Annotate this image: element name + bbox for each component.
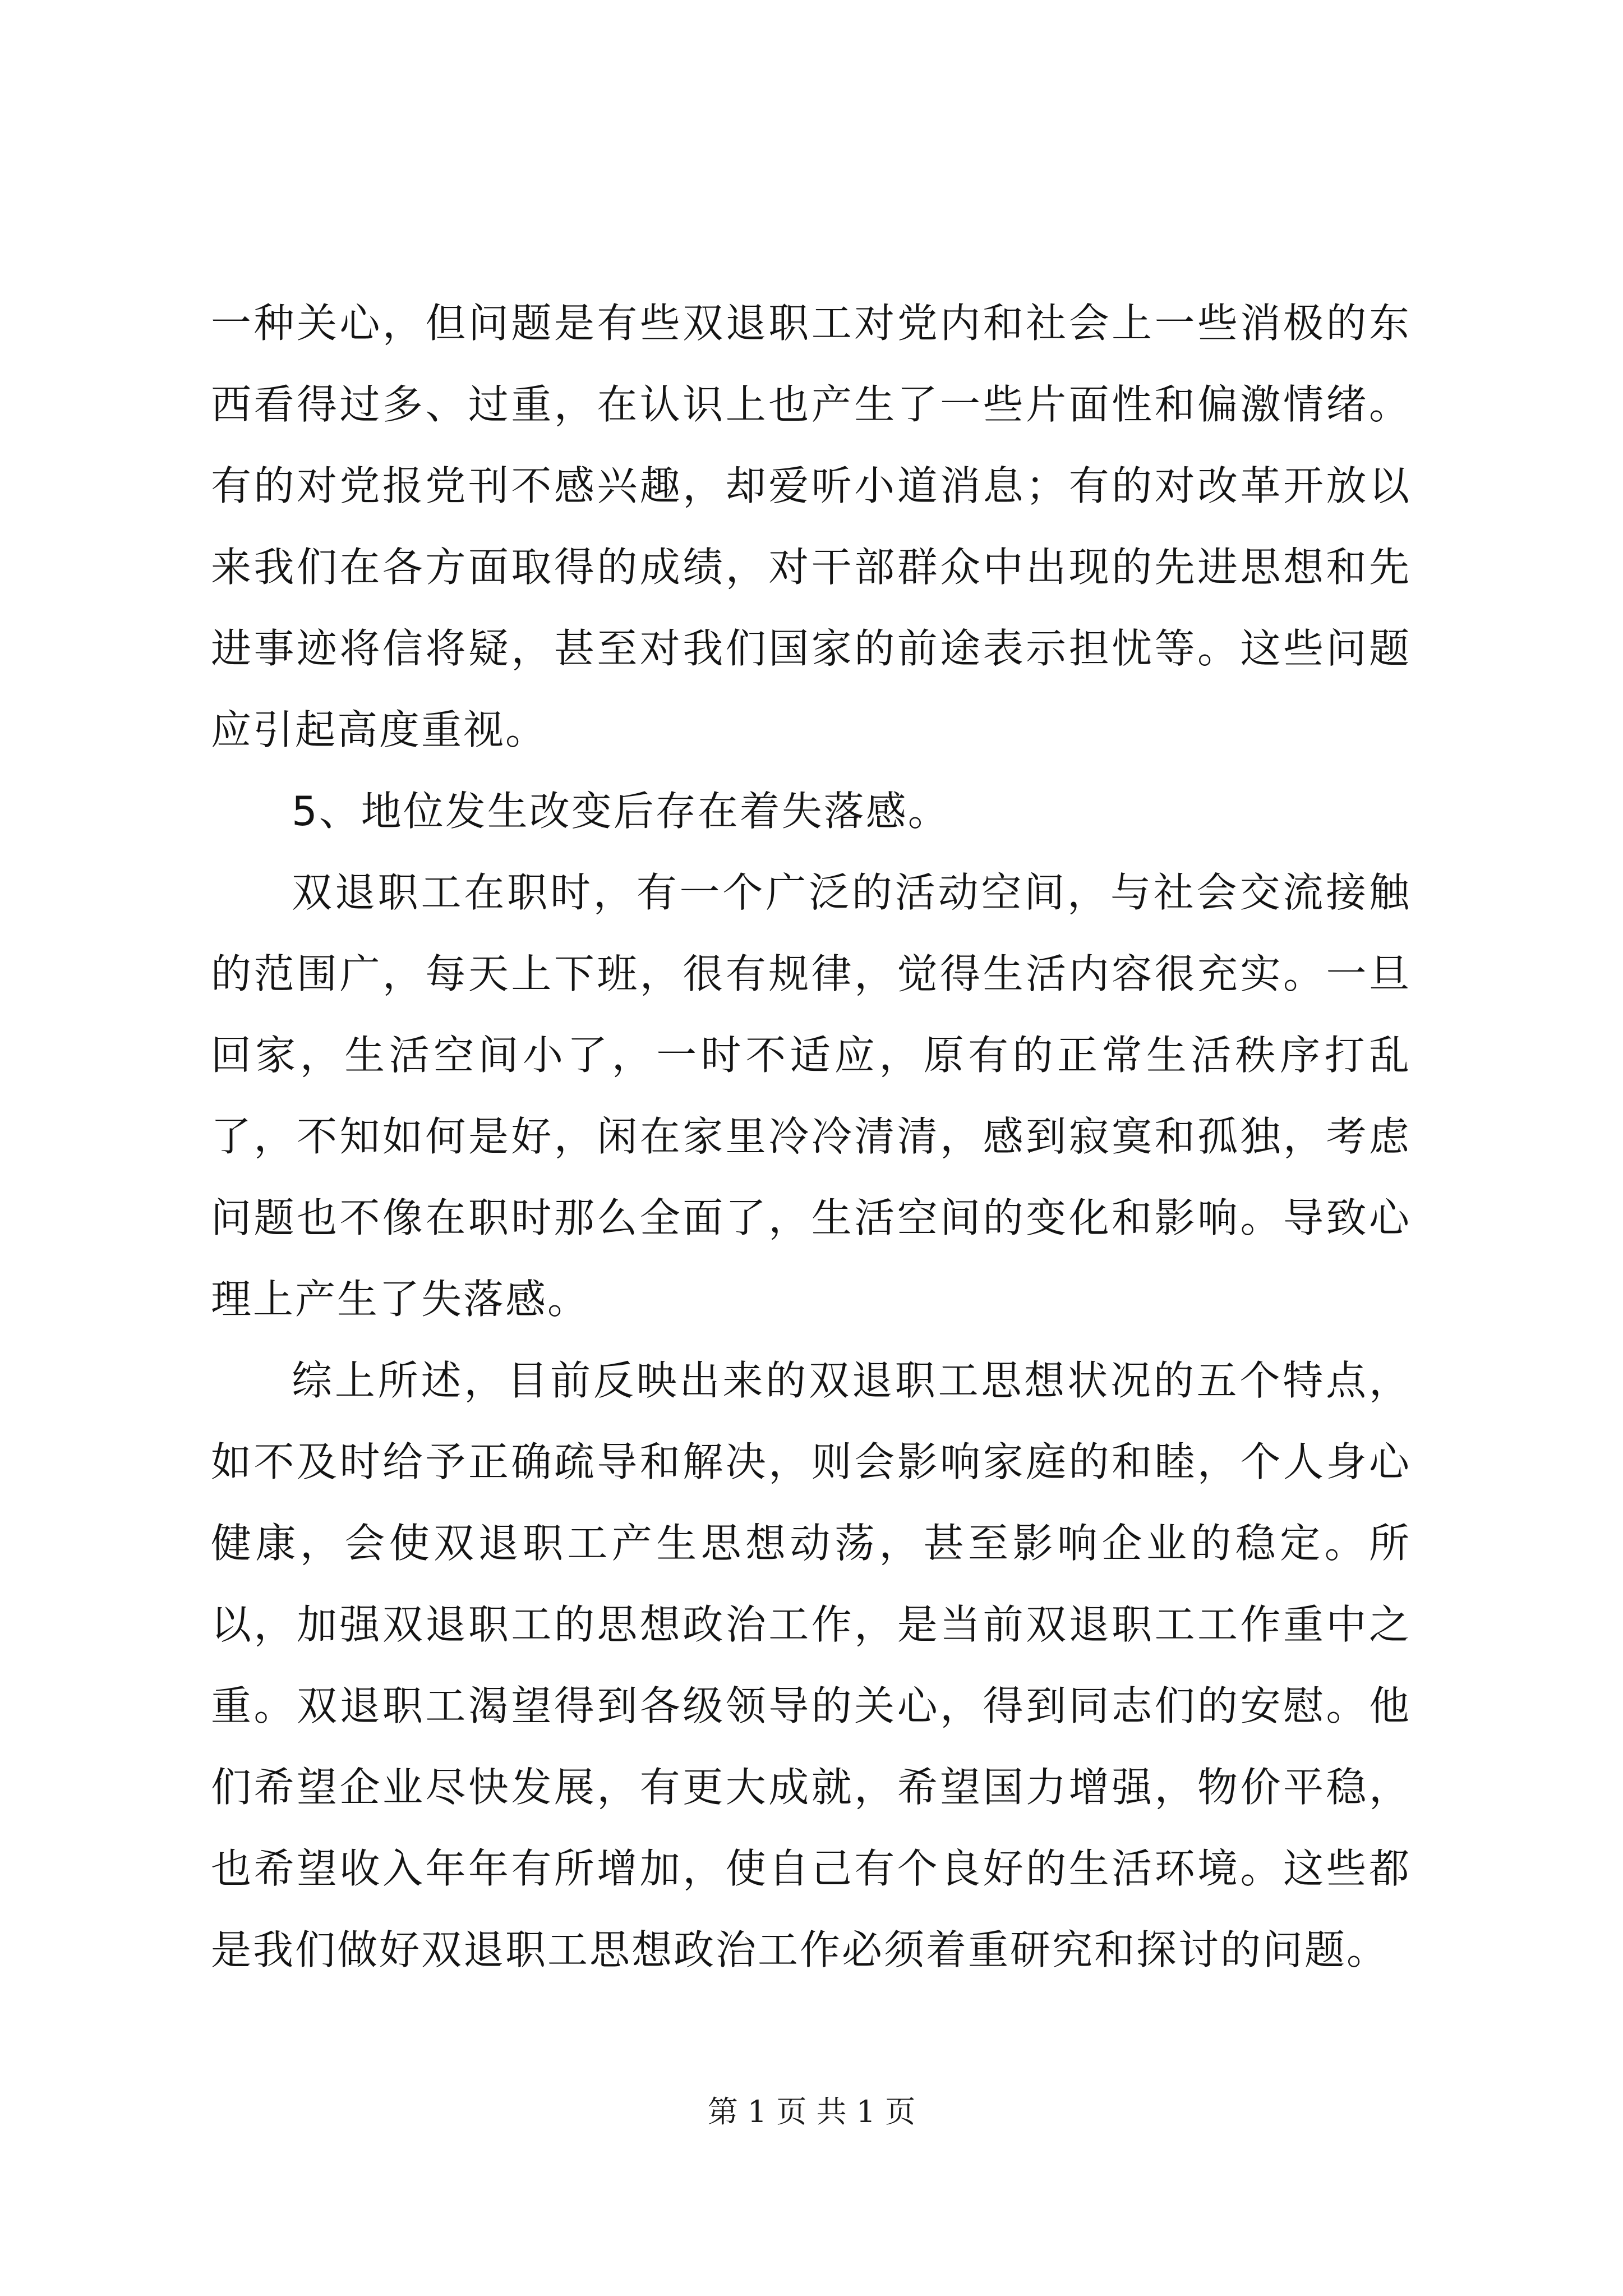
paragraph-4: 综上所述，目前反映出来的双退职工思想状况的五个特点，如不及时给予正确疏导和解决，则会影响家庭的和睦，个人身心健康，会使双退职工产生思想动荡，甚至影响企业的稳定。所以，加强双退职工的思想政治工作，是当前双退职工工作重中之重。双退职工渴望得到各级领导的关心，得到同志们的安慰。他们希望企业尽快发展，有更大成就，希望国力增强，物价平稳，也希望收入年年有所增加，使自己有个良好的生活环境。这些都是我们做好双退职工思想政治工作必须着重研究和探讨的问题。 [211,1357,1411,1973]
paragraph-2-heading: 5、地位发生改变后存在着失落感。 [292,788,950,835]
paragraph-1: 一种关心，但问题是有些双退职工对党内和社会上一些消极的东西看得过多、过重，在认识上也产生了一些片面性和偏激情绪。有的对党报党刊不感兴趣，却爱听小道消息；有的对改革开放以来我们在各方面取得的成绩，对干部群众中出现的先进思想和先进事迹将信将疑，甚至对我们国家的前途表示担忧等。这些问题应引起高度重视。 [211,300,1411,753]
paragraph-3: 双退职工在职时，有一个广泛的活动空间，与社会交流接触的范围广，每天上下班，很有规律，觉得生活内容很充实。一旦回家，生活空间小了，一时不适应，原有的正常生活秩序打乱了，不知如何是好，闲在家里冷冷清清，感到寂寞和孤独，考虑问题也不像在职时那么全面了，生活空间的变化和影响。导致心理上产生了失落感。 [211,869,1411,1323]
page-number-footer: 第 1 页 共 1 页 [707,2094,916,2129]
document-body [211,283,1411,1991]
